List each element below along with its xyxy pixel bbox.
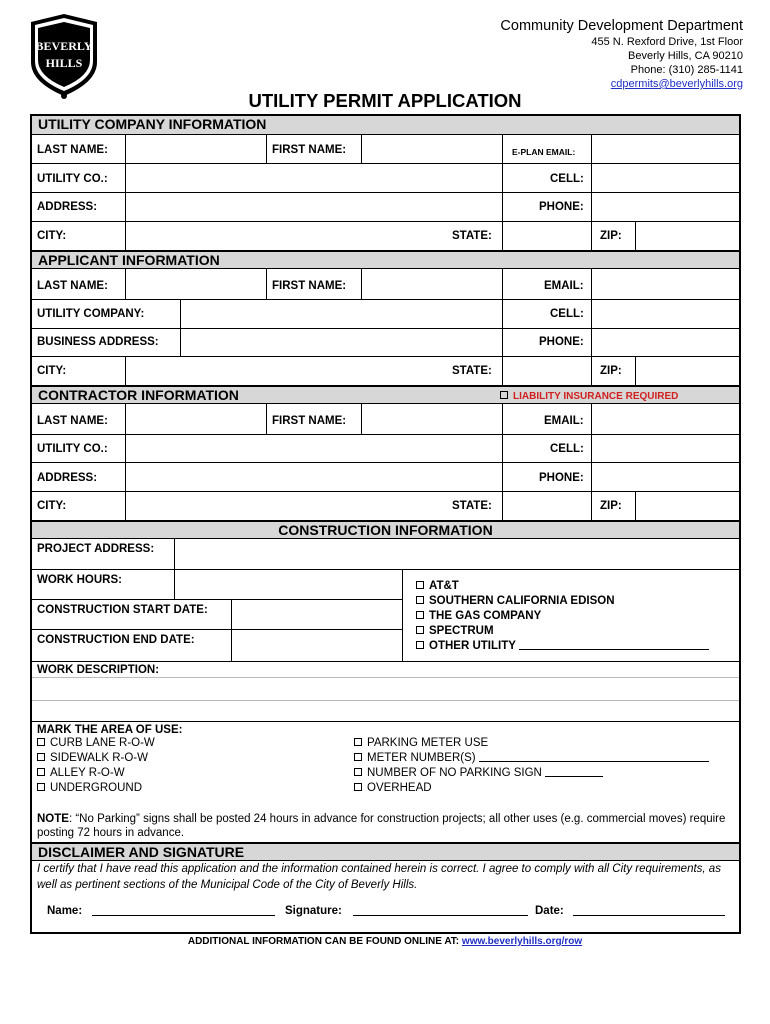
area-option-label: UNDERGROUND: [50, 782, 142, 794]
utility-option-sce[interactable]: [416, 594, 615, 609]
liability-insurance-checkbox[interactable]: [500, 389, 678, 402]
ct-city-label: CITY:: [37, 500, 67, 512]
area-underground[interactable]: [37, 781, 142, 796]
other-utility-line[interactable]: [519, 639, 709, 650]
department-email-link[interactable]: cdpermits@beverlyhills.org: [610, 78, 743, 90]
area-sidewalk[interactable]: [37, 751, 148, 766]
ap-business-address-label: BUSINESS ADDRESS:: [37, 336, 159, 348]
project-address-label: PROJECT ADDRESS:: [37, 543, 155, 555]
utility-option-label: THE GAS COMPANY: [429, 610, 542, 622]
checkbox-icon: [416, 581, 424, 589]
seal-text-1: BEVERLY: [35, 39, 93, 53]
ap-city-label: CITY:: [37, 365, 67, 377]
section-disclaimer: DISCLAIMER AND SIGNATURE: [32, 842, 739, 861]
utility-option-other[interactable]: [416, 639, 709, 654]
disclaimer-text: I certify that I have read this application and the information contained herein is correct. I agree to comply with all City requirements, as well as pertinent sections of the Municipal Code of the City of Beverly Hills.: [37, 863, 721, 891]
meter-numbers-line[interactable]: [479, 751, 709, 762]
utility-option-gas[interactable]: [416, 609, 541, 624]
uc-cell-label: CELL:: [550, 173, 584, 185]
utility-option-label: SOUTHERN CALIFORNIA EDISON: [429, 595, 615, 607]
footer-text: ADDITIONAL INFORMATION CAN BE FOUND ONLINE AT:: [187, 936, 462, 947]
area-option-label: PARKING METER USE: [367, 737, 489, 749]
address-line-1: 455 N. Rexford Drive, 1st Floor: [591, 36, 743, 48]
ct-utility-co-label: UTILITY CO.:: [37, 443, 108, 455]
checkbox-icon: [37, 768, 45, 776]
utility-option-spectrum[interactable]: [416, 624, 494, 639]
name-line[interactable]: [92, 905, 275, 916]
area-option-label: METER NUMBER(S): [367, 752, 476, 764]
utility-option-att[interactable]: [416, 579, 459, 594]
area-option-label: ALLEY R-O-W: [50, 767, 125, 779]
area-overhead[interactable]: [354, 781, 432, 796]
note-label: NOTE: [37, 813, 69, 825]
checkbox-icon: [416, 596, 424, 604]
area-option-label: SIDEWALK R-O-W: [50, 752, 148, 764]
date-line[interactable]: [573, 905, 725, 916]
page-title: UTILITY PERMIT APPLICATION: [248, 90, 522, 111]
section-contractor: CONTRACTOR INFORMATION: [32, 385, 739, 404]
posting-note: [37, 812, 727, 840]
uc-address-label: ADDRESS:: [37, 201, 98, 213]
date-label: Date:: [535, 905, 564, 917]
ap-state-label: STATE:: [452, 365, 492, 377]
uc-first-name-label: FIRST NAME:: [272, 144, 347, 156]
signature-label: Signature:: [285, 905, 342, 917]
checkbox-icon: [416, 626, 424, 634]
area-alley[interactable]: [37, 766, 125, 781]
work-description-label: WORK DESCRIPTION:: [37, 664, 160, 676]
section-construction: CONSTRUCTION INFORMATION: [32, 520, 739, 539]
department-address: [591, 35, 743, 91]
work-hours-label: WORK HOURS:: [37, 574, 122, 586]
department-phone: Phone: (310) 285-1141: [630, 64, 743, 76]
checkbox-icon: [500, 391, 508, 399]
ap-zip-label: ZIP:: [600, 365, 622, 377]
uc-last-name-label: LAST NAME:: [37, 144, 108, 156]
uc-utility-co-label: UTILITY CO.:: [37, 173, 108, 185]
checkbox-icon: [354, 738, 362, 746]
checkbox-icon: [416, 611, 424, 619]
permit-form: [30, 114, 741, 934]
ap-last-name-label: LAST NAME:: [37, 280, 108, 292]
area-option-label: NUMBER OF NO PARKING SIGN: [367, 767, 542, 779]
ct-address-label: ADDRESS:: [37, 472, 98, 484]
checkbox-icon: [37, 738, 45, 746]
utility-option-label: OTHER UTILITY: [429, 640, 516, 652]
utility-option-label: AT&T: [429, 580, 459, 592]
footer-link[interactable]: www.beverlyhills.org/row: [461, 936, 583, 947]
checkbox-icon: [37, 753, 45, 761]
checkbox-icon: [354, 783, 362, 791]
area-of-use-label: MARK THE AREA OF USE:: [37, 724, 183, 736]
ct-last-name-label: LAST NAME:: [37, 415, 108, 427]
area-curb-lane[interactable]: [37, 736, 155, 751]
ct-state-label: STATE:: [452, 500, 492, 512]
area-no-parking-signs[interactable]: [354, 766, 603, 781]
seal-text-2: HILLS: [45, 56, 83, 70]
utility-option-label: SPECTRUM: [429, 625, 494, 637]
area-option-label: OVERHEAD: [367, 782, 432, 794]
uc-eplan-email-label: E-PLAN EMAIL:: [512, 147, 576, 157]
uc-city-label: CITY:: [37, 230, 67, 242]
area-parking-meter[interactable]: [354, 736, 488, 751]
ct-email-label: EMAIL:: [544, 415, 584, 427]
section-utility-company: UTILITY COMPANY INFORMATION: [32, 116, 739, 135]
start-date-label: CONSTRUCTION START DATE:: [37, 604, 208, 616]
note-text: : “No Parking” signs shall be posted 24 hours in advance for construction projects; all other uses (e.g. commercial moves) require posting 72 hours in advance.: [37, 813, 726, 839]
checkbox-icon: [354, 768, 362, 776]
ap-email-label: EMAIL:: [544, 280, 584, 292]
end-date-label: CONSTRUCTION END DATE:: [37, 634, 195, 646]
ct-phone-label: PHONE:: [539, 472, 584, 484]
section-applicant: APPLICANT INFORMATION: [32, 250, 739, 269]
checkbox-icon: [37, 783, 45, 791]
footer: [0, 936, 770, 947]
ct-zip-label: ZIP:: [600, 500, 622, 512]
department-name: Community Development Department: [500, 18, 743, 34]
area-meter-numbers[interactable]: [354, 751, 709, 766]
address-line-2: Beverly Hills, CA 90210: [628, 50, 743, 62]
name-label: Name:: [47, 905, 83, 917]
signature-line[interactable]: [353, 905, 528, 916]
uc-state-label: STATE:: [452, 230, 492, 242]
checkbox-icon: [416, 641, 424, 649]
ap-phone-label: PHONE:: [539, 336, 584, 348]
checkbox-icon: [354, 753, 362, 761]
ct-first-name-label: FIRST NAME:: [272, 415, 347, 427]
ct-cell-label: CELL:: [550, 443, 584, 455]
liability-insurance-label: LIABILITY INSURANCE REQUIRED: [513, 391, 679, 402]
ap-cell-label: CELL:: [550, 308, 584, 320]
city-seal: [25, 12, 103, 100]
ap-first-name-label: FIRST NAME:: [272, 280, 347, 292]
ap-utility-company-label: UTILITY COMPANY:: [37, 308, 145, 320]
sign-count-line[interactable]: [545, 766, 603, 777]
uc-zip-label: ZIP:: [600, 230, 622, 242]
area-option-label: CURB LANE R-O-W: [50, 737, 155, 749]
uc-phone-label: PHONE:: [539, 201, 584, 213]
